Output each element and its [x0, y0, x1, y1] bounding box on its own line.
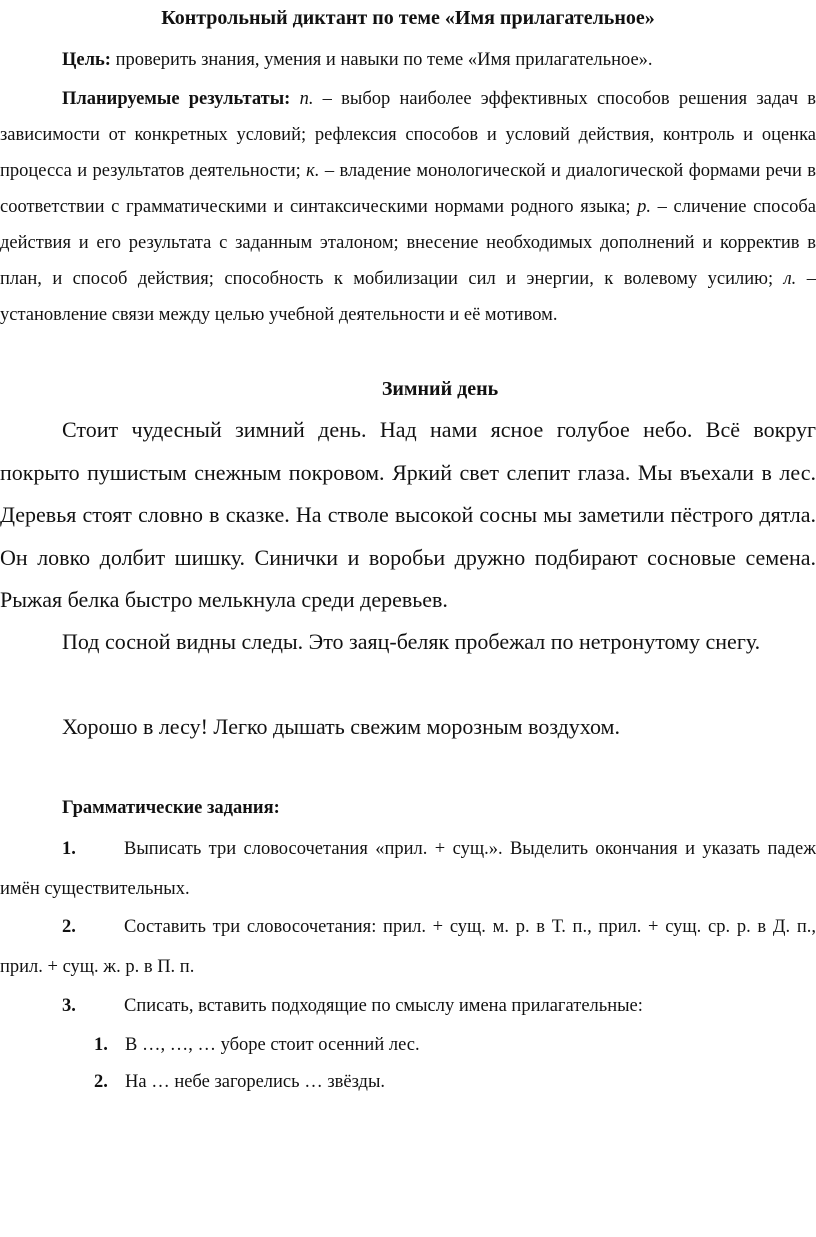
grammar-task-3: [0, 986, 816, 1026]
dictation-paragraph-1: Стоит чудесный зимний день. Над нами ясное голубое небо. Всё вокруг покрыто пушистым снежным покровом. Яркий свет слепит глаза. Мы въехали в лес. Деревья стоят словно в сказке. На стволе высокой сосны мы заметили пёстрого дятла. Он ловко долбит шишку. Синички и воробьи дружно подбирают сосновые семена. Рыжая белка быстро мелькнула среди деревьев.: [0, 417, 816, 612]
dictation-paragraph-2: Под сосной видны следы. Это заяц-беляк пробежал по нетронутому снегу.: [62, 629, 761, 654]
subtask-number: 1.: [94, 1035, 108, 1055]
results-label: Планируемые результаты:: [62, 89, 291, 109]
task-number: 2.: [62, 917, 76, 937]
results-k-marker: к.: [306, 161, 320, 181]
task-number: 3.: [62, 996, 76, 1016]
task-text: Списать, вставить подходящие по смыслу имена прилагательные:: [124, 996, 643, 1016]
goal-label: Цель:: [62, 50, 111, 70]
results-l-marker: л.: [783, 269, 797, 289]
goal-paragraph: [62, 46, 816, 74]
document-title: Контрольный диктант по теме «Имя прилагательное»: [161, 7, 655, 29]
grammar-heading: Грамматические задания:: [62, 798, 280, 818]
task-text: Выписать три словосочетания «прил. + сущ.». Выделить окончания и указать падеж имён существительных.: [0, 839, 816, 899]
dictation-paragraph-3: Хорошо в лесу! Легко дышать свежим морозным воздухом.: [62, 714, 620, 739]
grammar-task-1: [0, 829, 816, 909]
task-text: Составить три словосочетания: прил. + сущ. м. р. в Т. п., прил. + сущ. ср. р. в Д. п., прил. + сущ. ж. р. в П. п.: [0, 917, 816, 977]
dictation-title: Зимний день: [381, 378, 499, 400]
results-r-text: – сличение способа действия и его результата с заданным эталоном; внесение необходимых дополнений и корректив в план, и способ действия; способность к мобилизации сил и энергии, к волевому усилию;: [0, 197, 816, 289]
results-p-text: – выбор наиболее эффективных способов решения задач в зависимости от конкретных условий; рефлексия способов и условий действия, контроль и оценка процесса и результатов деятельности;: [0, 89, 816, 181]
goal-text: проверить знания, умения и навыки по теме «Имя прилагательное».: [110, 50, 653, 70]
subtask-text: В …, …, … уборе стоит осенний лес.: [125, 1035, 420, 1055]
results-p-marker: п.: [299, 89, 314, 109]
grammar-subtask-1: [94, 1031, 420, 1059]
grammar-task-2: [0, 907, 816, 987]
subtask-text: На … небе загорелись … звёзды.: [125, 1072, 386, 1092]
results-k-text: – владение монологической и диалогической формами речи в соответствии с грамматическими и синтаксическими нормами родного языка;: [0, 161, 816, 217]
results-l-text: – установление связи между целью учебной деятельности и её мотивом.: [0, 269, 816, 325]
planned-results-paragraph: [0, 81, 816, 333]
grammar-subtask-2: [94, 1068, 385, 1096]
subtask-number: 2.: [94, 1072, 108, 1092]
results-r-marker: р.: [637, 197, 652, 217]
task-number: 1.: [62, 839, 76, 859]
